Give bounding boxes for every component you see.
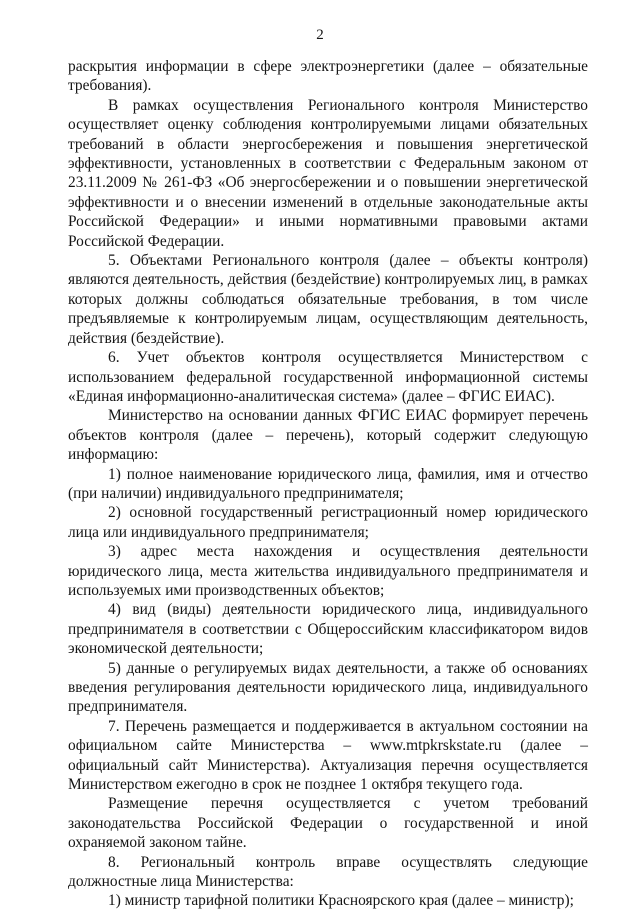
list-item-3-address: 3) адрес места нахождения и осуществления деятельности юридического лица, места жительства индивидуального предпринимателя и используемых ими производственных объектов; [68, 543, 588, 599]
paragraph-list-formation: Министерство на основании данных ФГИС ЕИАС формирует перечень объектов контроля (далее – перечень), который содержит следующую информацию: [68, 407, 588, 464]
paragraph-7-list-publication: 7. Перечень размещается и поддерживается в актуальном состоянии на официальном сайте Министерства – www.mtpkrskstate.ru (далее – официальный сайт Министерства). Актуализация перечня осуществляется Министерством ежегодно в срок не позднее 1 октября текущего года. [68, 717, 588, 794]
page-number: 2 [316, 27, 324, 43]
paragraph-secrecy-requirements: Размещение перечня осуществляется с учетом требований законодательства Российской Федерации о государственной и иной охраняемой законом тайне. [68, 795, 588, 852]
list-item-1-name: 1) полное наименование юридического лица, фамилия, имя и отчество (при наличии) индивидуального предпринимателя; [68, 465, 588, 502]
paragraph-regional-control-assessment: В рамках осуществления Регионального контроля Министерство осуществляет оценку соблюдения контролируемыми лицами обязательных требований в области энергосбережения и повышения энергетической эффективности, установленных в соответствии с Федеральным законом от 23.11.2009 № 261-ФЗ «Об энергосбережении и о повышении энергетической эффективности и о внесении изменений в отдельные законодательные акты Российской Федерации» и иными нормативными правовыми актами Российской Федерации. [68, 96, 588, 250]
list-item-5-regulated-activities: 5) данные о регулируемых видах деятельности, а также об основаниях введения регулирования деятельности юридического лица, индивидуального предпринимателя. [68, 659, 588, 716]
paragraph-disclosure-continuation: раскрытия информации в сфере электроэнергетики (далее – обязательные требования). [68, 58, 588, 95]
paragraph-5-control-objects: 5. Объектами Регионального контроля (далее – объекты контроля) являются деятельность, действия (бездействие) контролируемых лиц, в рамках которых должны соблюдаться обязательные требования, в том числе предъявляемые к контролируемым лицам, осуществляющим деятельность, действия (бездействие). [68, 252, 588, 347]
paragraph-6-object-accounting: 6. Учет объектов контроля осуществляется Министерством с использованием федеральной государственной информационной системы «Единая информационно-аналитическая система» (далее – ФГИС ЕИАС). [68, 349, 588, 405]
list-item-4-activity-types: 4) вид (виды) деятельности юридического лица, индивидуального предпринимателя в соответствии с Общероссийским классификатором видов экономической деятельности; [68, 601, 588, 658]
officials-item-1-minister: 1) министр тарифной политики Красноярского края (далее – министр); [108, 892, 574, 910]
list-item-2-registration-number: 2) основной государственный регистрационный номер юридического лица или индивидуального предпринимателя; [68, 504, 588, 541]
paragraph-8-officials: 8. Региональный контроль вправе осуществлять следующие должностные лица Министерства: [68, 853, 588, 891]
document-body [68, 57, 588, 911]
